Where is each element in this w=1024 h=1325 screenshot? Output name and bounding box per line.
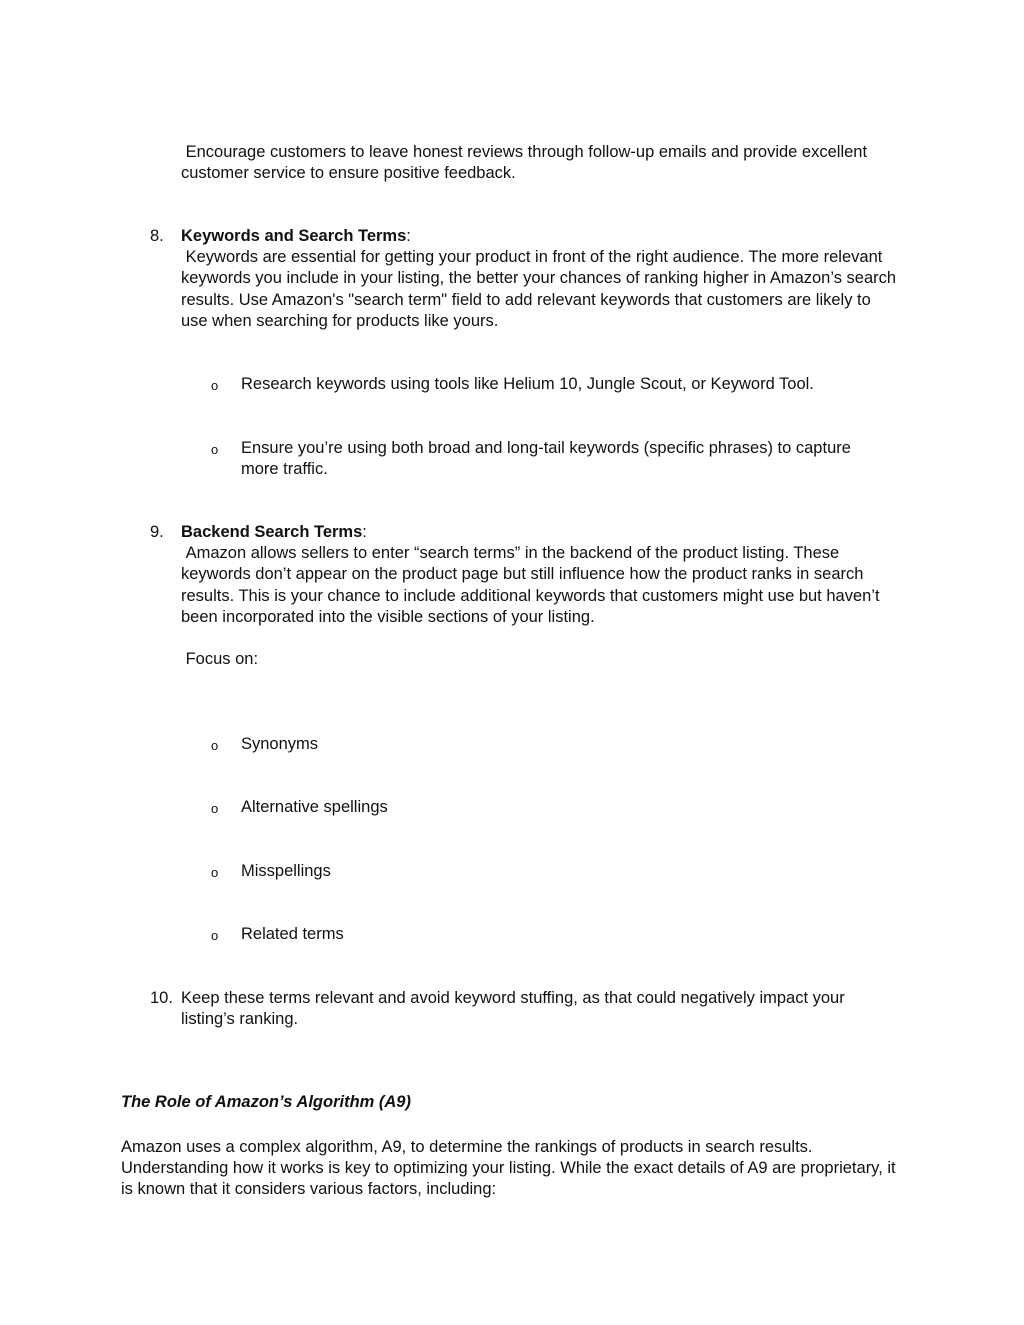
item-title: Backend Search Terms [181, 523, 363, 541]
focus-label [181, 649, 901, 670]
bullet-text: Alternative spellings [241, 798, 388, 816]
bullet-text: Misspellings [241, 862, 331, 880]
bullet-text: Synonyms [241, 735, 319, 753]
list-item-body [181, 226, 901, 332]
list-item-8 [150, 226, 910, 332]
sub-bullet-item [211, 374, 891, 395]
item-body-text: Keywords are essential for getting your product in front of the right audience. The more relevant keywords you include in your listing, the better your chances of ranking higher in Amazon’s search results. Use Amazon's "search term" field to add relevant keywords that customers are likely to use when searching for products like yours. [181, 248, 897, 330]
intro-paragraph [181, 142, 901, 184]
focus-label-text: Focus on: [185, 650, 259, 669]
item-body-text: Amazon allows sellers to enter “search terms” in the backend of the product listing. These keywords don’t appear on the product page but still influence how the product ranks in search results. This is your chance to include additional keywords that customers might use but haven’t been incorporated into the visible sections of your listing. [181, 544, 880, 626]
bullet-marker-icon: o [211, 442, 219, 457]
item-title-suffix: : [406, 227, 411, 245]
list-number: 8. [150, 227, 164, 245]
bullet-marker-icon: o [211, 738, 219, 753]
list-item-body [181, 988, 901, 1030]
section-heading: The Role of Amazon’s Algorithm (A9) [121, 1093, 411, 1111]
bullet-marker-icon: o [211, 801, 219, 816]
list-item-10 [150, 988, 910, 1030]
list-item-body [181, 522, 901, 670]
list-number: 9. [150, 523, 164, 541]
list-item-description [181, 543, 901, 628]
list-number: 10. [150, 989, 173, 1007]
list-item-description [181, 247, 901, 332]
bullet-text: Ensure you’re using both broad and long-tail keywords (specific phrases) to capture more traffic. [241, 439, 851, 479]
bullet-marker-icon: o [211, 378, 219, 393]
bullet-marker-icon: o [211, 865, 219, 880]
sub-bullet-item [211, 861, 891, 882]
item-title: Keywords and Search Terms [181, 227, 407, 245]
bullet-text: Research keywords using tools like Helium 10, Jungle Scout, or Keyword Tool. [241, 375, 814, 393]
list-item-9 [150, 522, 910, 670]
sub-bullet-item [211, 438, 891, 480]
list-item-heading [181, 522, 901, 543]
item-title-suffix: : [362, 523, 367, 541]
list-item-heading [181, 226, 901, 247]
intro-text: Encourage customers to leave honest reviews through follow-up emails and provide excellent customer service to ensure positive feedback. [181, 143, 868, 183]
sub-bullet-item [211, 924, 891, 945]
list-item-description: Keep these terms relevant and avoid keyword stuffing, as that could negatively impact your listing’s ranking. [181, 989, 845, 1029]
bullet-text: Related terms [241, 925, 344, 943]
section-paragraph: Amazon uses a complex algorithm, A9, to determine the rankings of products in search results. Understanding how it works is key to optimizing your listing. While the exact details of A9 are proprietary, it is known that it considers various factors, including: [121, 1138, 896, 1199]
sub-bullet-item [211, 734, 891, 755]
bullet-marker-icon: o [211, 928, 219, 943]
sub-bullet-item [211, 797, 891, 818]
